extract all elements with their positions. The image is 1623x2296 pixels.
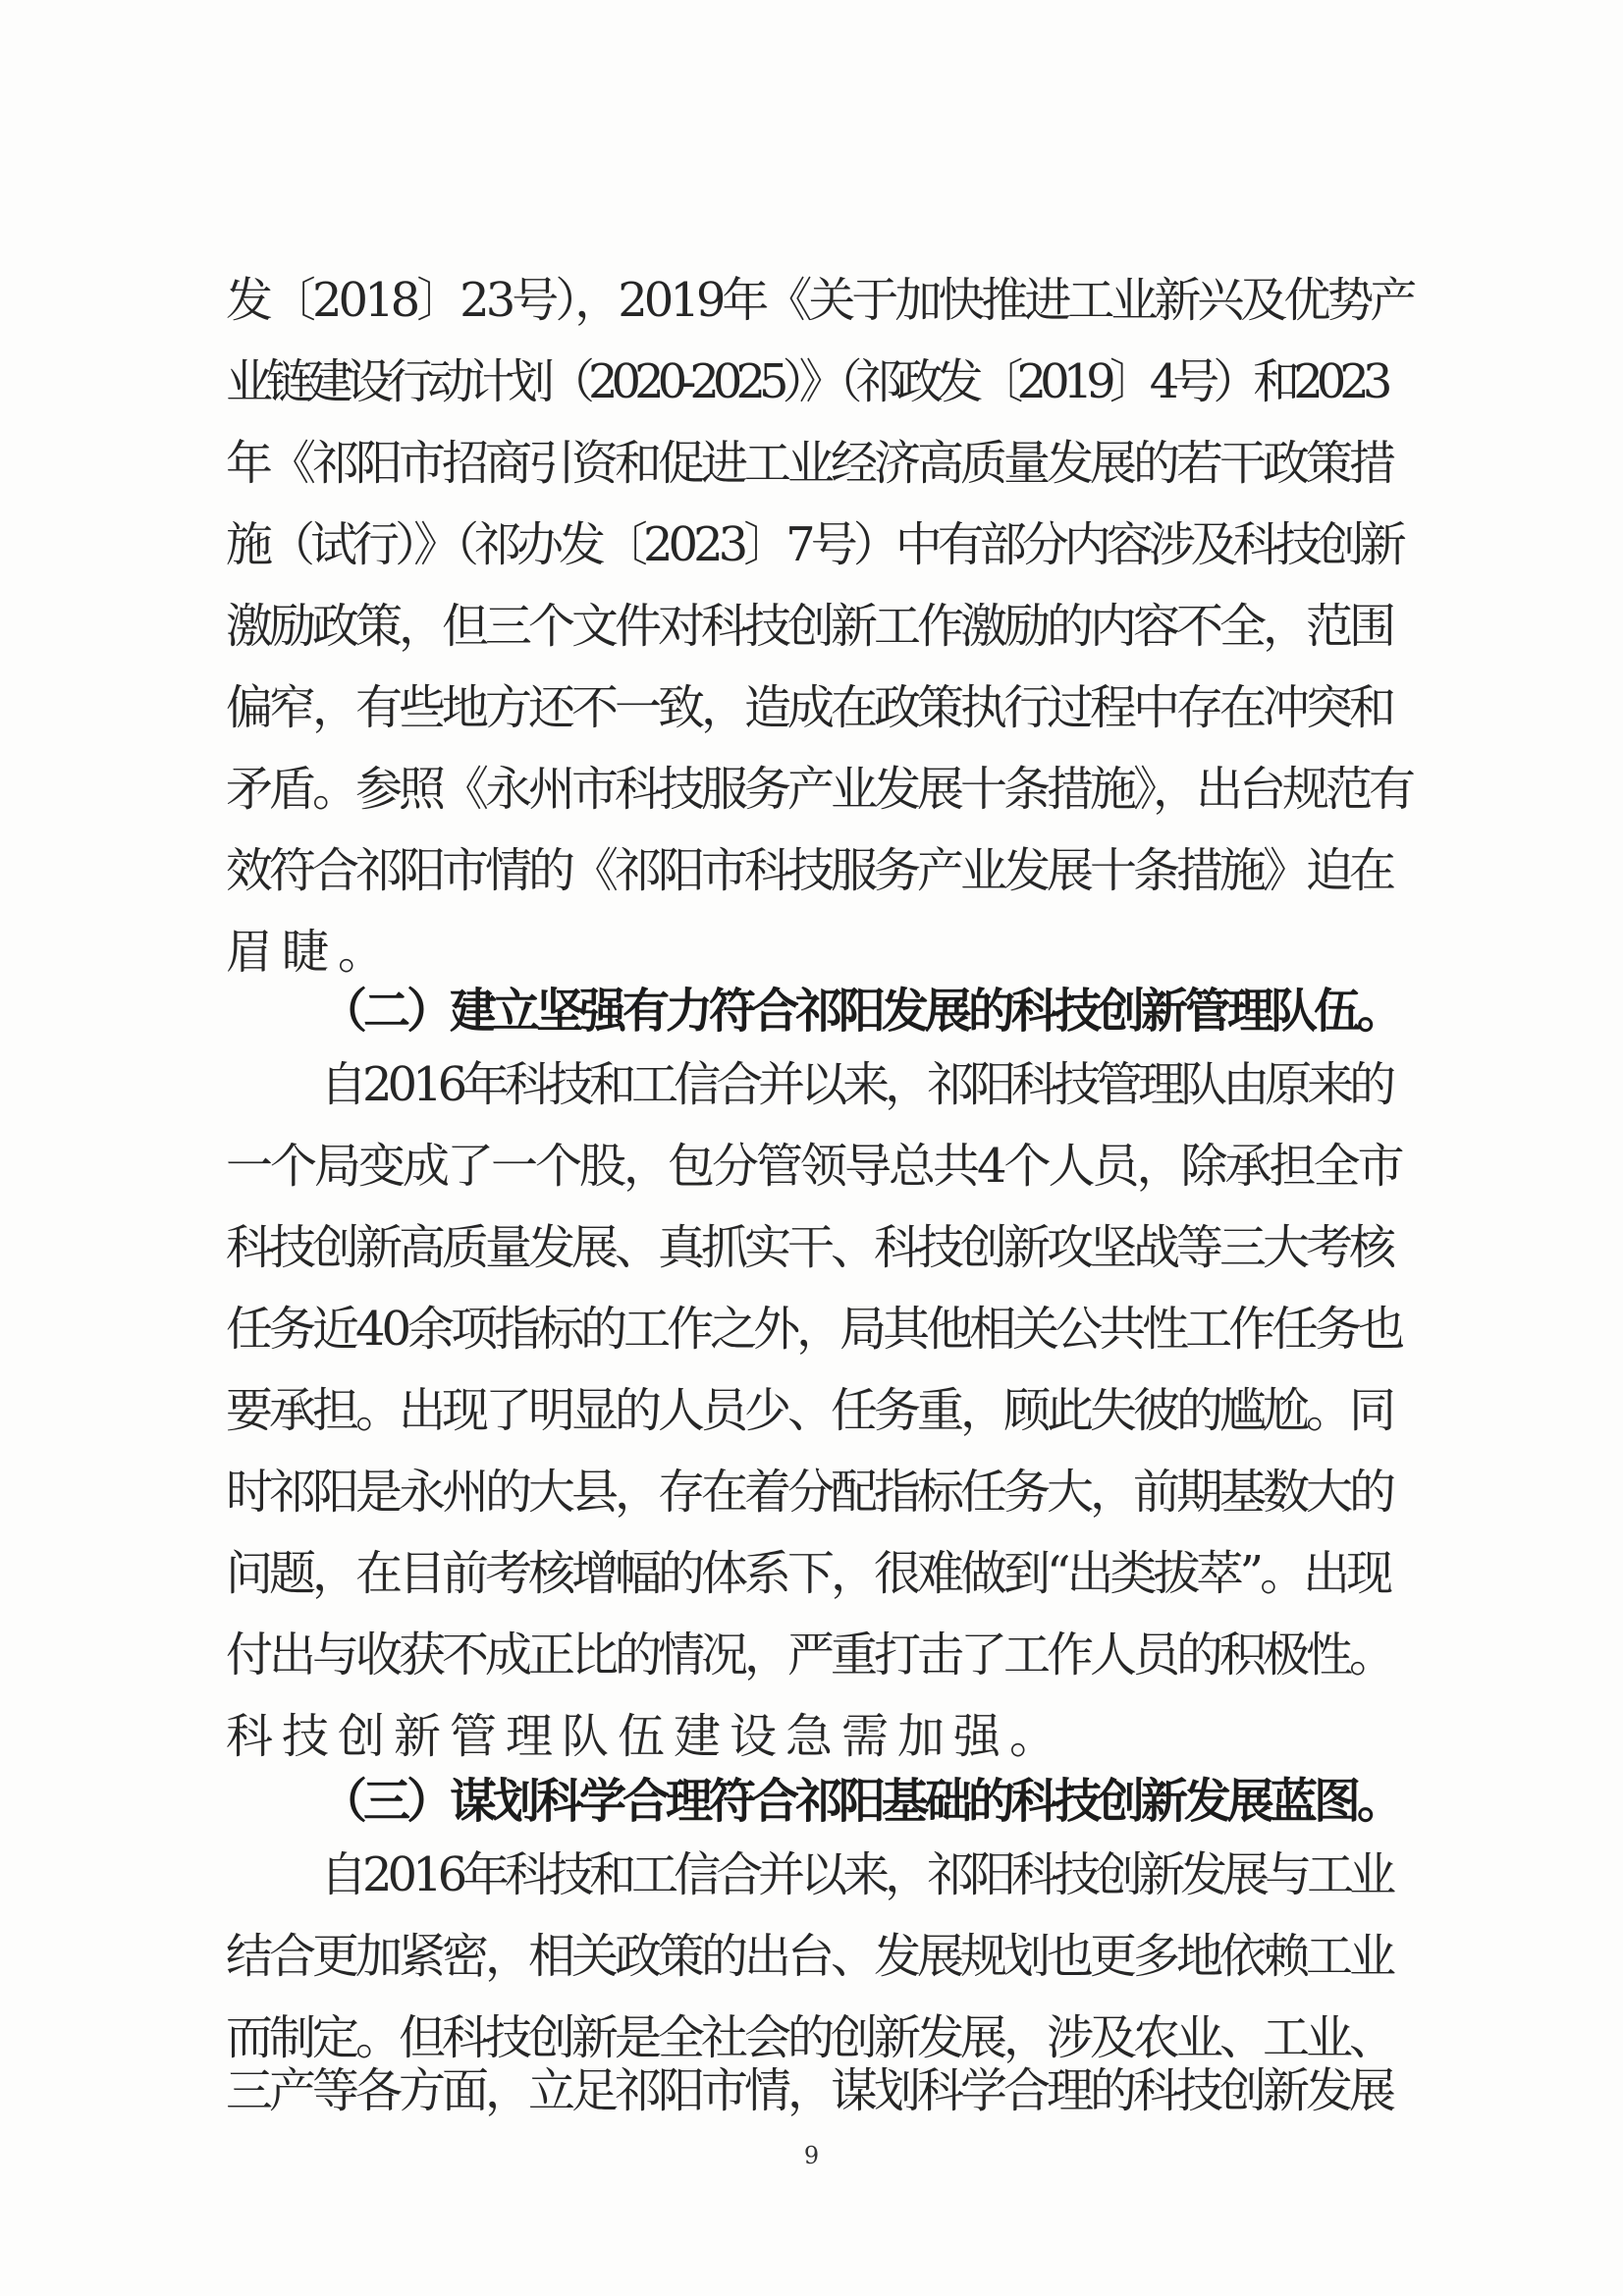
paragraph-start: 自2016年科技和工信合并以来，祁阳科技管理队由原来的 [320, 1057, 1392, 1112]
page-number: 9 [803, 2142, 820, 2169]
text-line: 业链建设行动计划（2020-2025）》（祁政发〔2019〕4号）和2023 [226, 354, 1386, 409]
section-heading-2: （二）建立坚强有力符合祁阳发展的科技创新管理队伍。 [320, 984, 1401, 1039]
section-heading-3: （三）谋划科学合理符合祁阳基础的科技创新发展蓝图。 [320, 1774, 1401, 1829]
text-line: 科技创新管理队伍建设急需加强。 [226, 1709, 1066, 1764]
text-line: 任务近40余项指标的工作之外，局其他相关公共性工作任务也 [226, 1302, 1402, 1357]
text-line: 发〔2018〕23号），2019年《关于加快推进工业新兴及优势产 [226, 273, 1414, 328]
text-line: 一个局变成了一个股，包分管领导总共4个人员，除承担全市 [226, 1139, 1402, 1194]
text-line: 付出与收获不成正比的情况，严重打击了工作人员的积极性。 [226, 1628, 1393, 1682]
text-line: 要承担。出现了明显的人员少、任务重，顾此失彼的尴尬。同 [226, 1383, 1393, 1438]
text-line: 三产等各方面，立足祁阳市情，谋划科学合理的科技创新发展 [226, 2063, 1393, 2118]
text-line: 眉睫。 [226, 925, 395, 980]
text-line: 科技创新高质量发展、真抓实干、科技创新攻坚战等三大考核 [226, 1220, 1393, 1275]
text-line: 时祁阳是永州的大县，存在着分配指标任务大，前期基数大的 [226, 1465, 1393, 1520]
text-line: 偏窄，有些地方还不一致，造成在政策执行过程中存在冲突和 [226, 680, 1393, 735]
text-line: 矛盾。参照《永州市科技服务产业发展十条措施》，出台规范有 [226, 762, 1413, 817]
text-line: 效符合祁阳市情的《祁阳市科技服务产业发展十条措施》迫在 [226, 843, 1393, 898]
paragraph-start: 自2016年科技和工信合并以来，祁阳科技创新发展与工业 [320, 1847, 1392, 1902]
text-line: 年《祁阳市招商引资和促进工业经济高质量发展的若干政策措 [226, 436, 1393, 491]
text-line: 问题，在目前考核增幅的体系下，很难做到“出类拔萃”。出现 [226, 1546, 1390, 1601]
text-line: 施（试行）》（祁办发〔2023〕7号）中有部分内容涉及科技创新 [226, 517, 1402, 572]
text-line: 结合更加紧密，相关政策的出台、发展规划也更多地依赖工业 [226, 1929, 1393, 1984]
text-line: 而制定。但科技创新是全社会的创新发展，涉及农业、工业、 [226, 2010, 1393, 2065]
text-line: 激励政策，但三个文件对科技创新工作激励的内容不全，范围 [226, 599, 1393, 654]
